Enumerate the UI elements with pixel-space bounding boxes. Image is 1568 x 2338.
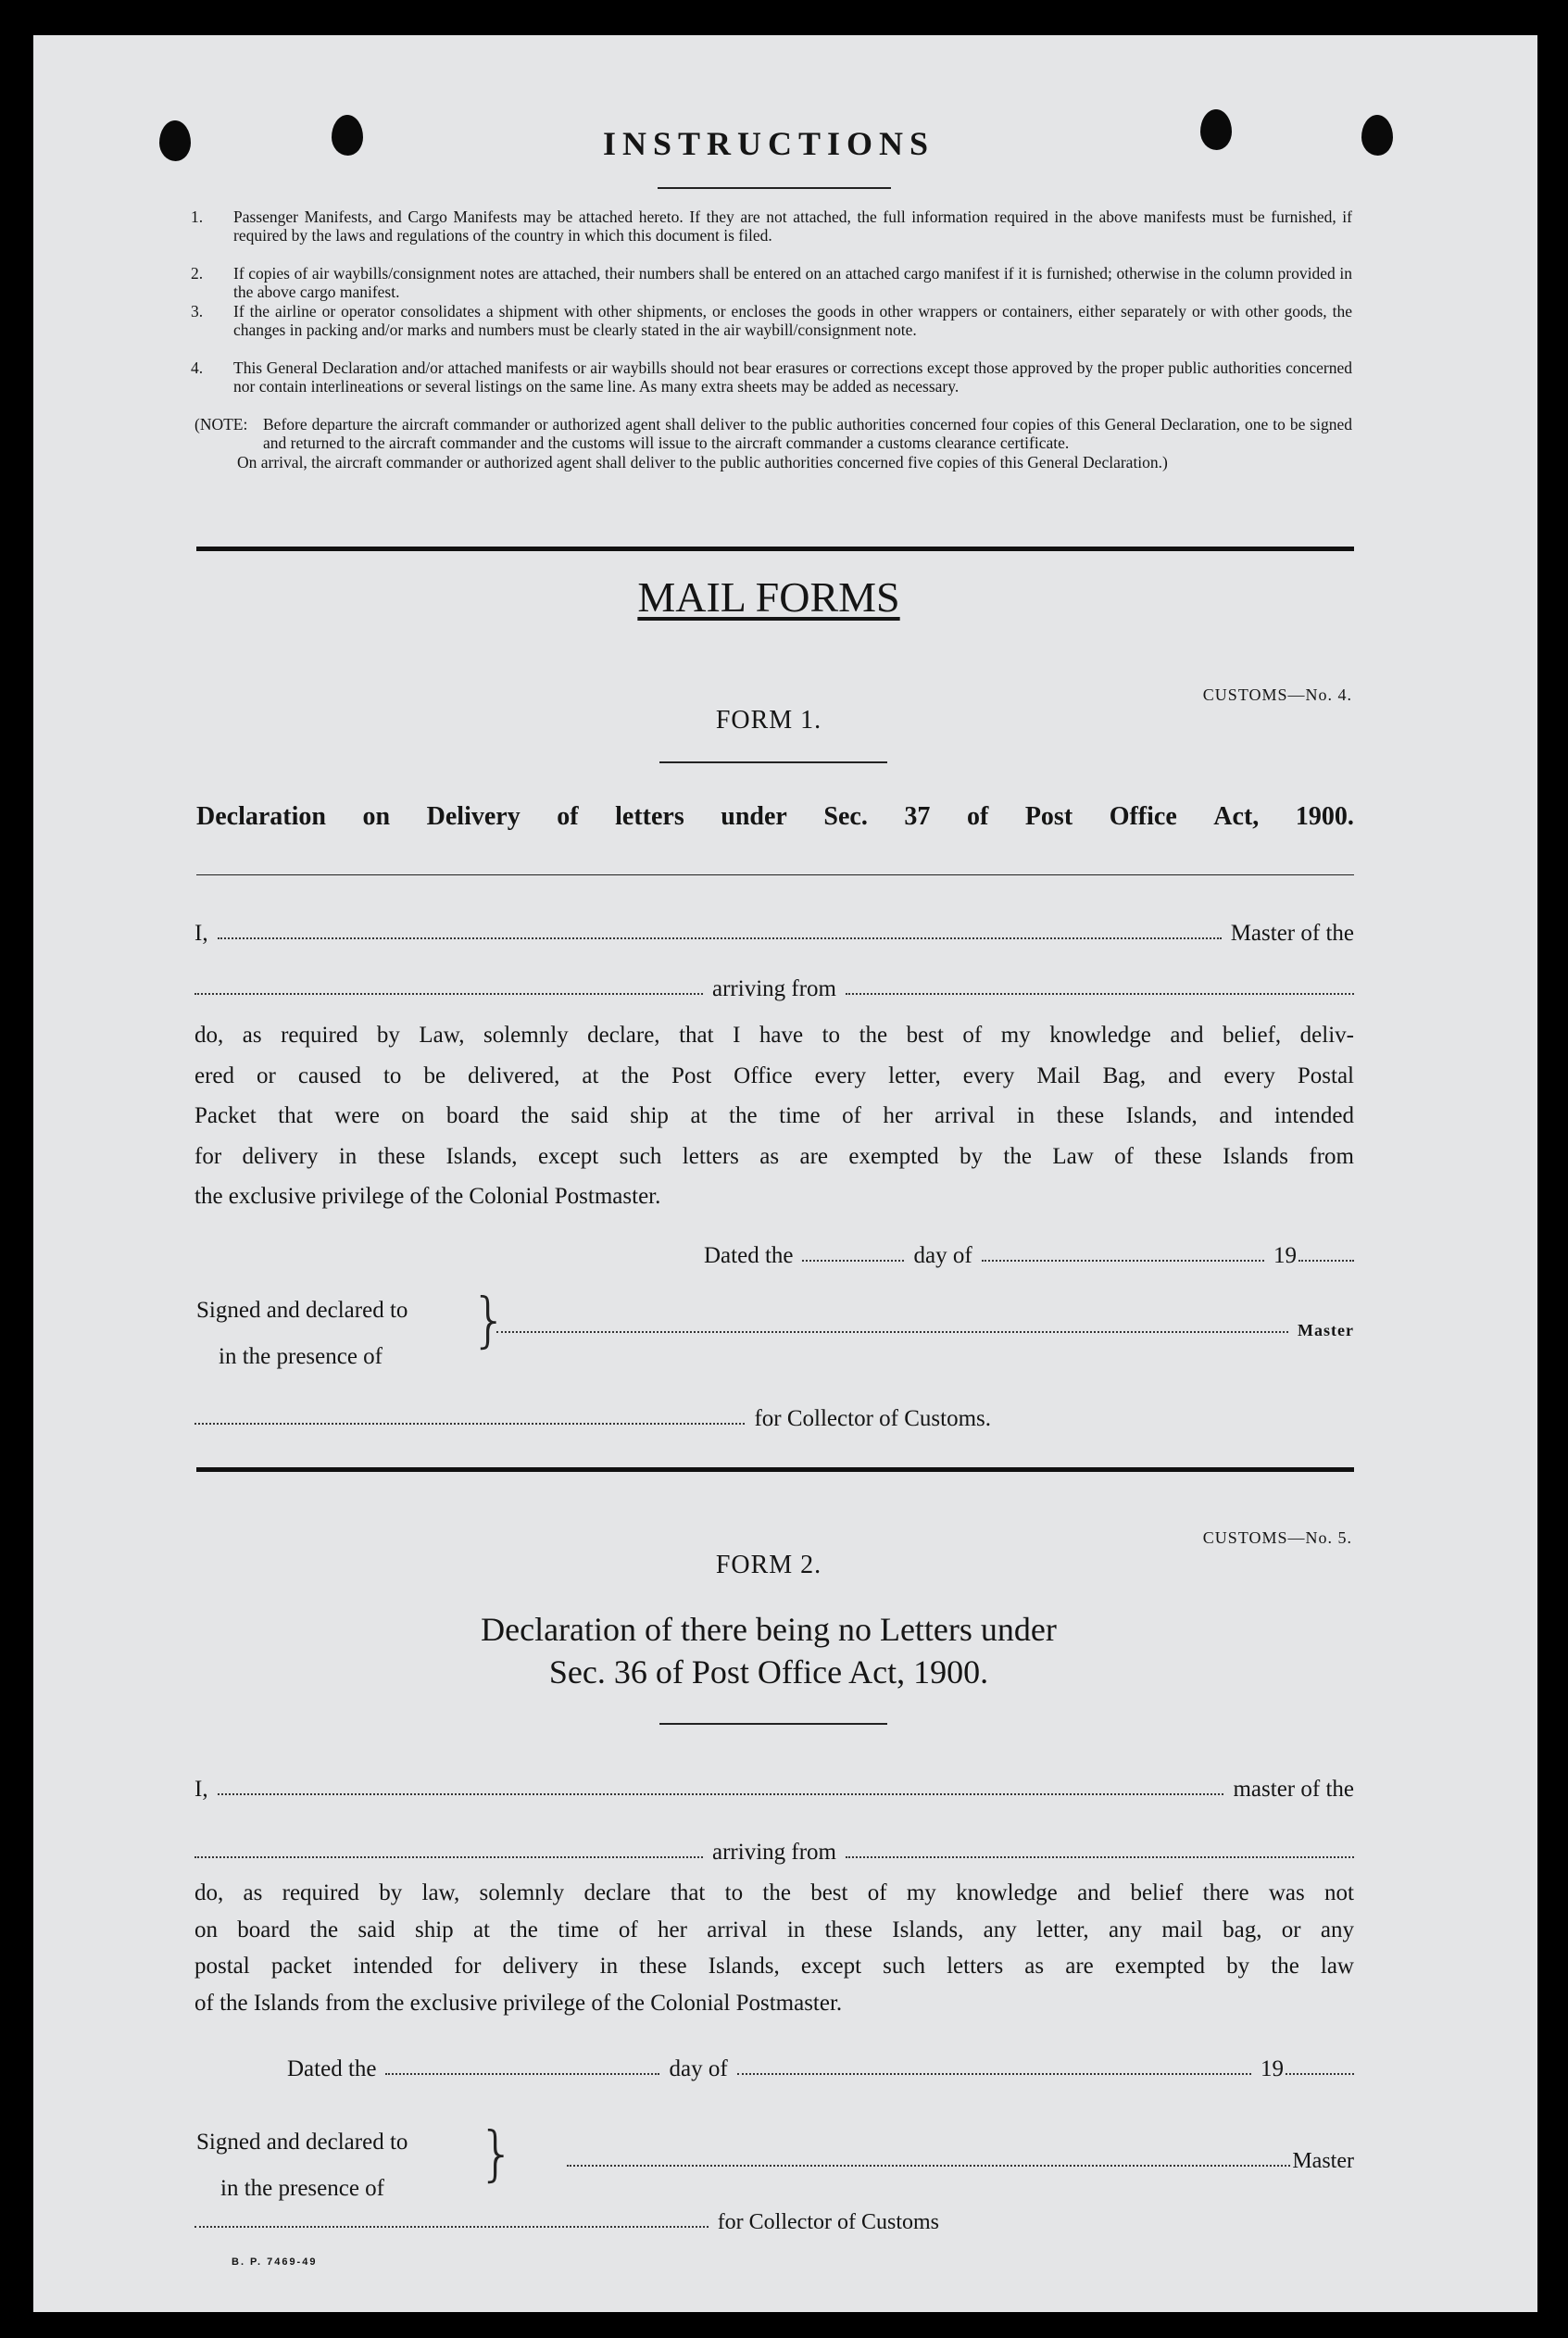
presence-label: in the presence of [220, 2176, 385, 2201]
mail-forms-title: MAIL FORMS [637, 573, 900, 621]
note-text: Before departure the aircraft commander or authorized agent shall deliver to the public authorities concerned four copies of this General Declaration, one to be signed and returned to the aircraft commander and the customs will issue to the aircraft commander a customs clearance certificate. [263, 415, 1352, 453]
year-label: 19 [1273, 1243, 1297, 1268]
instruction-item-3 [191, 302, 1352, 340]
declaration-word: letters [615, 802, 684, 831]
month-field[interactable] [982, 1258, 1264, 1262]
day-of-label: day of [669, 2056, 728, 2081]
item-number: 4. [191, 358, 204, 377]
form2-body [194, 1875, 1354, 2021]
year-field[interactable] [1286, 2071, 1354, 2075]
form-code: B. P. 7469-49 [232, 2256, 318, 2268]
declaration-word: of [966, 802, 989, 831]
arriving-from-label: arriving from [712, 1840, 836, 1865]
body-line: do, as required by Law, solemnly declare, that I have to the best of my knowledge and belief, deliv- [194, 1023, 1354, 1048]
punch-hole [1361, 115, 1393, 156]
ship-field[interactable] [194, 1854, 703, 1858]
form-divider [196, 1467, 1354, 1472]
declaration-word: under [721, 802, 787, 831]
declaration-word: Sec. [823, 802, 868, 831]
form1-title-underline [659, 761, 887, 763]
instruction-item-4 [191, 358, 1352, 396]
form2-title: FORM 2. [715, 1551, 822, 1579]
body-line: of the Islands from the exclusive privilege of the Colonial Postmaster. [194, 1990, 843, 2016]
instructions-title: INSTRUCTIONS [602, 125, 935, 162]
year-field[interactable] [1298, 1258, 1354, 1262]
i-label: I, [194, 1777, 208, 1802]
body-line: on board the said ship at the time of her arrival in these Islands, any letter, any mail bag, or any [194, 1917, 1354, 1942]
punch-hole [1200, 109, 1232, 150]
declaration-line: Declaration of there being no Letters under [481, 1611, 1057, 1648]
item-text: If the airline or operator consolidates a shipment with other shipments, or encloses the goods in other wrappers or containers, either separately or with other goods, the changes in packing and/or marks and numbers must be clearly stated in the air waybill/consignment note. [233, 302, 1352, 340]
item-number: 3. [191, 302, 204, 321]
day-of-label: day of [913, 1243, 972, 1268]
declaration-line: Sec. 36 of Post Office Act, 1900. [548, 1653, 989, 1691]
master-label: Master [1298, 1321, 1354, 1339]
signed-label: Signed and declared to [196, 2130, 408, 2155]
form1-customs-number: CUSTOMS—No. 4. [1202, 685, 1352, 704]
origin-field[interactable] [846, 1854, 1354, 1858]
brace-icon: } [478, 2120, 516, 2189]
form1-master-line [496, 1321, 1354, 1340]
form2-dated-line [287, 2056, 1354, 2082]
master-signature-field[interactable] [496, 1329, 1288, 1333]
brace-icon: } [470, 1287, 508, 1355]
note-lead: (NOTE: [194, 415, 248, 434]
master-label: Master [1292, 2149, 1354, 2173]
note-text: On arrival, the aircraft commander or authorized agent shall deliver to the public authorities concerned five copies of this General Declaration.) [237, 452, 1168, 471]
item-number: 2. [191, 264, 204, 283]
instruction-note [194, 415, 1352, 471]
form2-title-underline [659, 1723, 887, 1725]
title-underline [658, 187, 891, 189]
master-of-label: master of the [1233, 1777, 1354, 1802]
declaration-word: Post [1024, 802, 1073, 831]
body-line: ered or caused to be delivered, at the Post Office every letter, every Mail Bag, and every Postal [194, 1062, 1354, 1088]
declaration-word: 1900. [1295, 802, 1354, 831]
dated-label: Dated the [704, 1243, 794, 1268]
form1-declaration [196, 802, 1354, 832]
body-line: the exclusive privilege of the Colonial Postmaster. [194, 1184, 661, 1209]
form1-name-line [194, 921, 1354, 947]
i-label: I, [194, 921, 208, 946]
collector-label: for Collector of Customs. [754, 1406, 991, 1431]
signed-label: Signed and declared to [196, 1298, 408, 1323]
ship-field[interactable] [194, 991, 703, 995]
section-divider [196, 547, 1354, 551]
declaration-word: 37 [904, 802, 931, 831]
collector-signature-field[interactable] [194, 1421, 745, 1425]
declaration-word: Delivery [426, 802, 521, 831]
year-label: 19 [1261, 2056, 1284, 2081]
month-field[interactable] [737, 2071, 1251, 2075]
declaration-word: Act, [1213, 802, 1260, 831]
form2-collector-line [194, 2210, 939, 2235]
form2-declaration [278, 1608, 1260, 1693]
form2-name-line [194, 1777, 1354, 1803]
declaration-word: Declaration [196, 802, 326, 831]
form1-body [194, 1015, 1354, 1217]
punch-hole [159, 120, 191, 161]
punch-hole [332, 115, 363, 156]
declaration-word: Office [1109, 802, 1177, 831]
instruction-item-2 [191, 264, 1352, 302]
arriving-from-label: arriving from [712, 976, 836, 1001]
form2-master-line [567, 2149, 1354, 2174]
name-field[interactable] [218, 1791, 1224, 1795]
origin-field[interactable] [846, 991, 1354, 995]
day-field[interactable] [802, 1258, 904, 1262]
item-text: Passenger Manifests, and Cargo Manifests may be attached hereto. If they are not attached, the full information required in the above manifests must be furnished, if required by the laws and regulations of the country in which this document is filed. [233, 207, 1352, 245]
form1-ship-line [194, 976, 1354, 1002]
declaration-word: of [557, 802, 579, 831]
master-signature-field[interactable] [567, 2163, 1290, 2167]
collector-label: for Collector of Customs [717, 2210, 939, 2234]
body-line: do, as required by law, solemnly declare that to the best of my knowledge and belief there was not [194, 1880, 1354, 1905]
body-line: for delivery in these Islands, except such letters as are exempted by the Law of these Islands from [194, 1143, 1354, 1169]
form1-signed-label [196, 1288, 408, 1380]
form1-collector-line [194, 1406, 991, 1432]
form1-title: FORM 1. [715, 706, 822, 735]
master-of-label: Master of the [1230, 921, 1354, 946]
item-text: This General Declaration and/or attached manifests or air waybills should not bear erasures or corrections except those approved by the proper public authorities concerned nor contain interlineations or several listings on the same line. As many extra sheets may be added as necessary. [233, 358, 1352, 396]
form1-divider [196, 874, 1354, 875]
form2-customs-number: CUSTOMS—No. 5. [1202, 1528, 1352, 1547]
body-line: postal packet intended for delivery in these Islands, except such letters as are exempted by the law [194, 1954, 1354, 1979]
instruction-item-1 [191, 207, 1352, 245]
name-field[interactable] [218, 936, 1222, 939]
collector-signature-field[interactable] [194, 2224, 709, 2228]
item-text: If copies of air waybills/consignment notes are attached, their numbers shall be entered on an attached cargo manifest if it is furnished; otherwise in the column provided in the above cargo manifest. [233, 264, 1352, 302]
body-line: Packet that were on board the said ship at the time of her arrival in these Islands, and intended [194, 1103, 1354, 1128]
dated-label: Dated the [287, 2056, 377, 2081]
day-field[interactable] [385, 2071, 659, 2075]
form2-signed-label [196, 2119, 408, 2212]
form2-ship-line [194, 1840, 1354, 1866]
presence-label: in the presence of [219, 1344, 383, 1369]
declaration-word: on [362, 802, 391, 831]
item-number: 1. [191, 207, 204, 226]
form1-dated-line [704, 1243, 1354, 1269]
